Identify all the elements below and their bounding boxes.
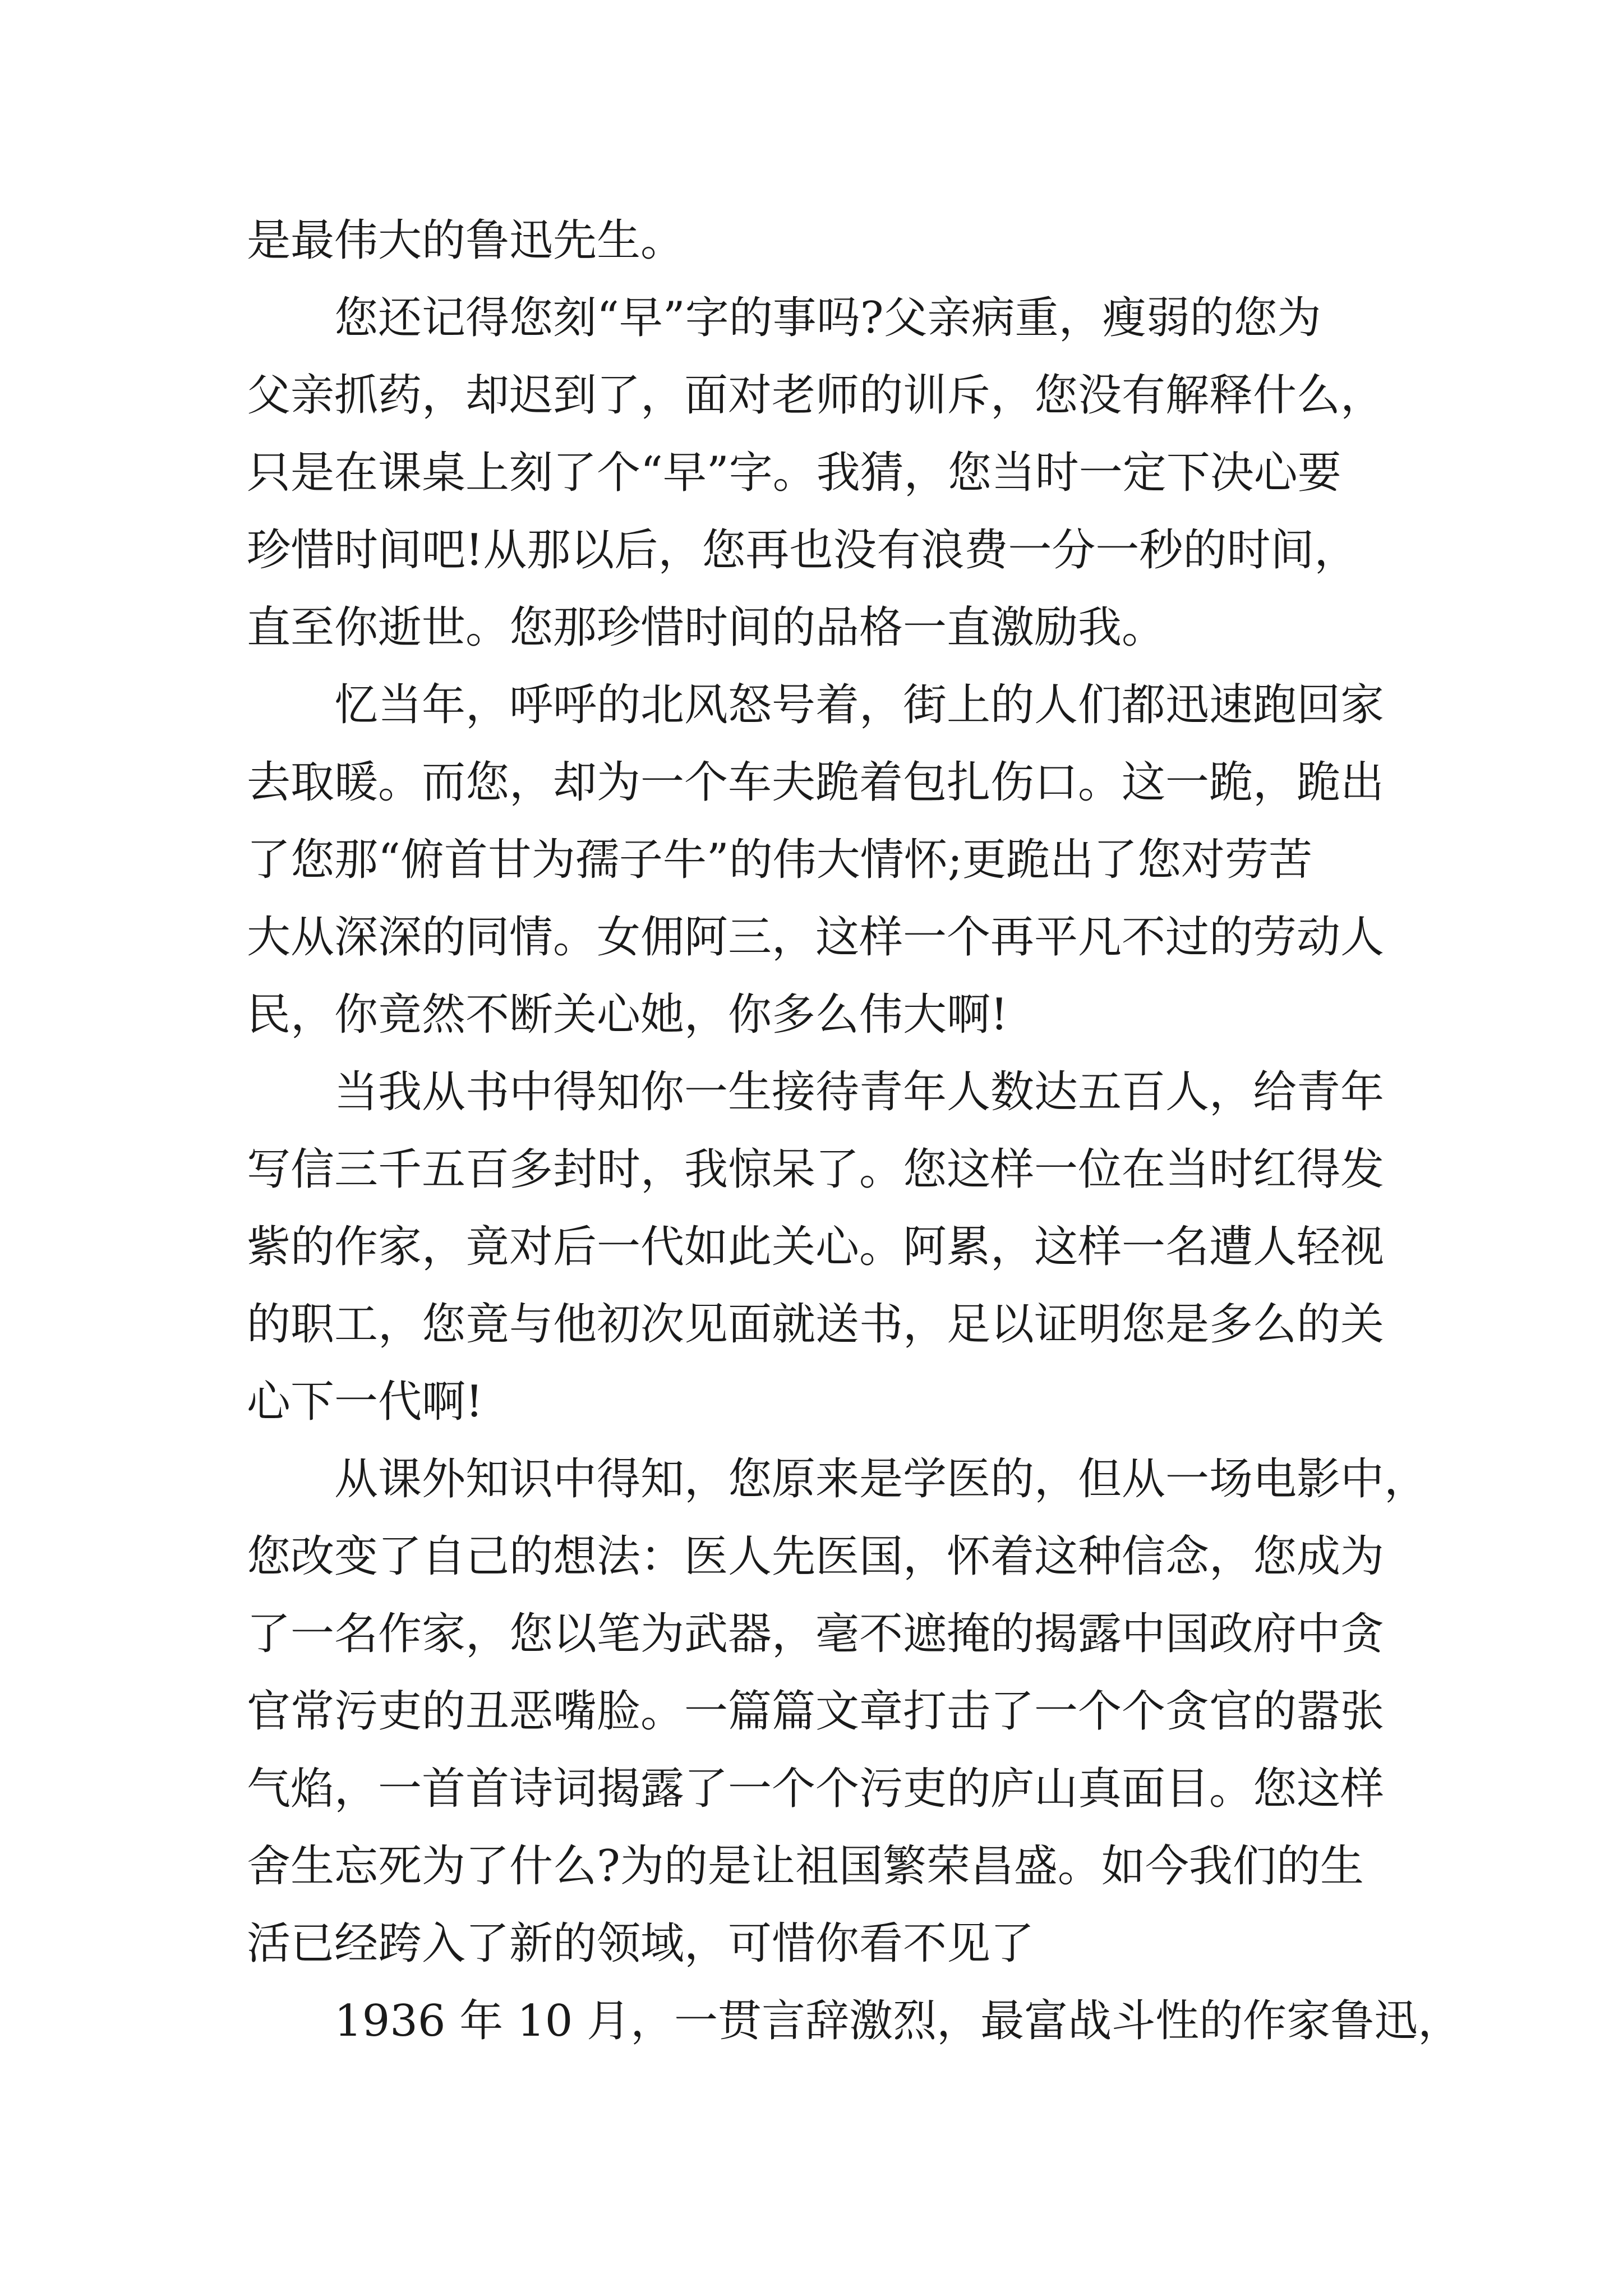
text-line: 写信三千五百多封时，我惊呆了。您这样一位在当时红得发: [247, 1144, 1385, 1195]
text-line: 从课外知识中得知，您原来是学医的，但从一场电影中，: [334, 1454, 1428, 1504]
body-text: [247, 202, 1462, 2060]
text-line: 紫的作家，竟对后一代如此关心。阿累，这样一名遭人轻视: [247, 1222, 1385, 1272]
text-line: 父亲抓药，却迟到了，面对老师的训斥，您没有解释什么，: [247, 370, 1385, 421]
text-line: 官常污吏的丑恶嘴脸。一篇篇文章打击了一个个贪官的嚣张: [247, 1686, 1385, 1737]
text-line: 忆当年，呼呼的北风怒号着，街上的人们都迅速跑回家: [334, 680, 1385, 730]
text-line: 您还记得您刻“早”字的事吗?父亲病重，瘦弱的您为: [334, 293, 1321, 343]
text-line: 活已经跨入了新的领域，可惜你看不见了: [247, 1918, 1035, 1969]
text-line: 只是在课桌上刻了个“早”字。我猜，您当时一定下决心要: [247, 448, 1341, 498]
text-line: 民，你竟然不断关心她，你多么伟大啊!: [247, 990, 1008, 1040]
text-line: 了一名作家，您以笔为武器，毫不遮掩的揭露中国政府中贪: [247, 1609, 1385, 1659]
text-line: 了您那“俯首甘为孺子牛”的伟大情怀;更跪出了您对劳苦: [247, 835, 1313, 885]
text-line: 直至你逝世。您那珍惜时间的品格一直激励我。: [247, 602, 1166, 653]
text-line: 去取暖。而您，却为一个车夫跪着包扎伤口。这一跪，跪出: [247, 757, 1385, 808]
text-line: 当我从书中得知你一生接待青年人数达五百人，给青年: [334, 1067, 1385, 1117]
text-line: 您改变了自己的想法：医人先医国，怀着这种信念，您成为: [247, 1531, 1385, 1582]
text-line: 舍生忘死为了什么?为的是让祖国繁荣昌盛。如今我们的生: [247, 1841, 1364, 1892]
text-line: 心下一代啊!: [247, 1377, 483, 1427]
text-line: 珍惜时间吧!从那以后，您再也没有浪费一分一秒的时间，: [247, 525, 1358, 576]
text-line: 的职工，您竟与他初次见面就送书，足以证明您是多么的关: [247, 1299, 1385, 1350]
text-line: 气焰，一首首诗词揭露了一个个污吏的庐山真面目。您这样: [247, 1764, 1385, 1814]
text-line: 大从深深的同情。女佣阿三，这样一个再平凡不过的劳动人: [247, 912, 1385, 963]
text-line: 1936 年 10 月，一贯言辞激烈，最富战斗性的作家鲁迅，: [334, 1996, 1462, 2046]
text-line: 是最伟大的鲁迅先生。: [247, 215, 685, 266]
